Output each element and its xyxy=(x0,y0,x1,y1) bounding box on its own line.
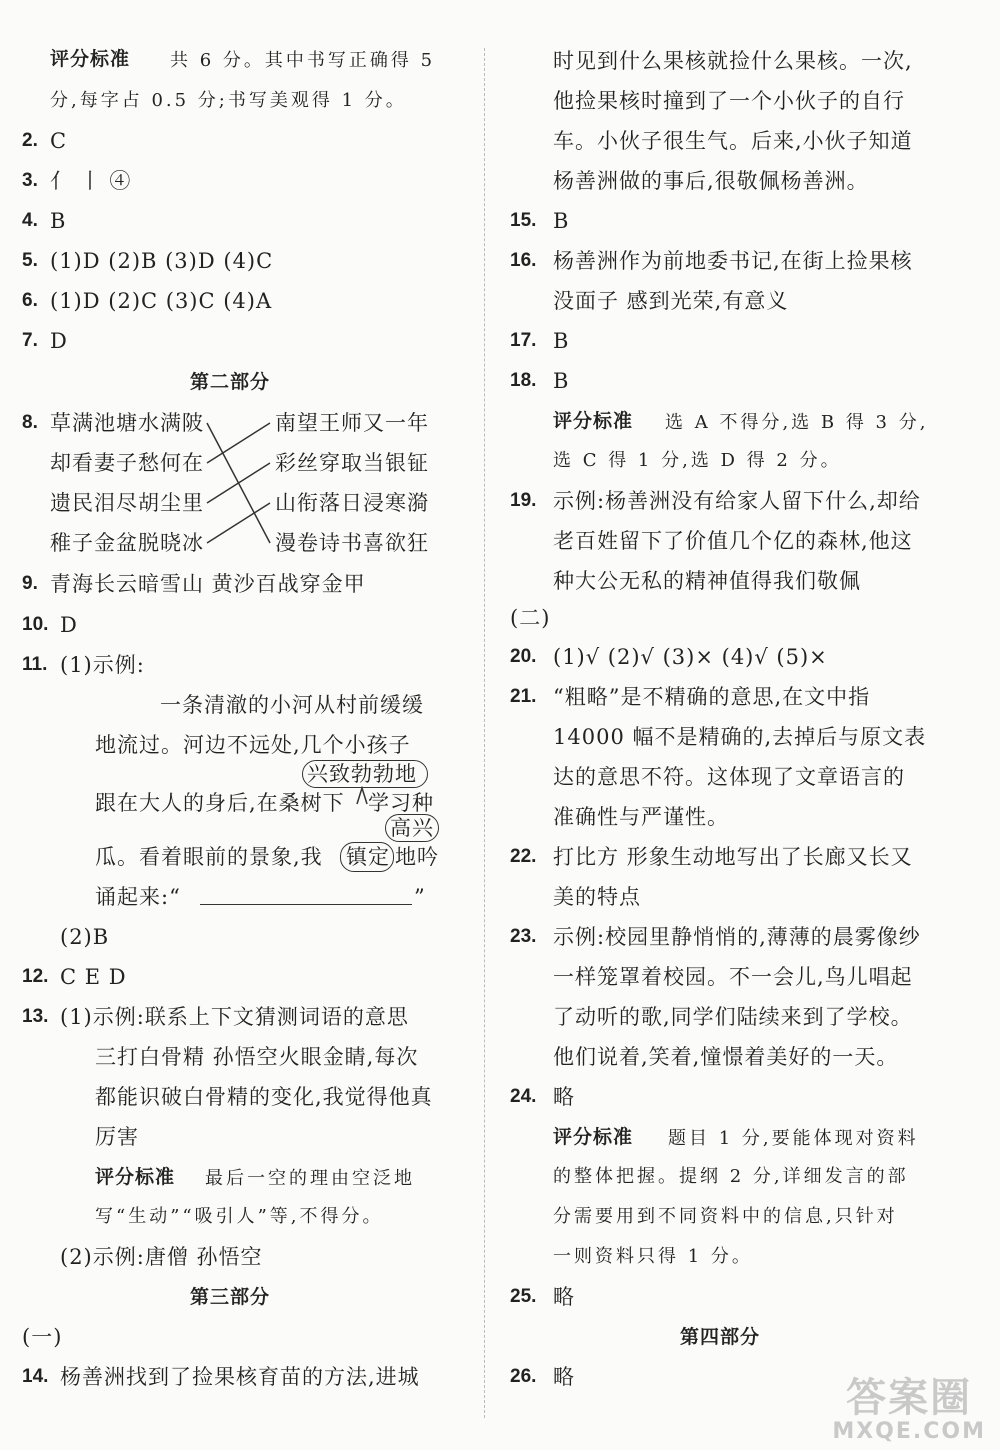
q10-number: 10. xyxy=(22,614,49,635)
q19-cont-1: 老百姓留下了价值几个亿的森林,他这 xyxy=(553,529,913,553)
q13-sub2: (2)示例:唐僧 孙悟空 xyxy=(60,1245,263,1269)
q18-answer: B xyxy=(553,369,570,393)
circle-mark xyxy=(340,842,394,872)
q11-sub2: (2)B xyxy=(60,925,110,949)
q6-number: 6. xyxy=(22,290,38,311)
q11-para-5b: ” xyxy=(414,885,426,909)
q11-para-4a: 瓜。看着眼前的景象,我 xyxy=(95,845,323,869)
score-label: 评分标准 xyxy=(553,1126,634,1148)
part3-title: 第三部分 xyxy=(190,1286,271,1308)
watermark xyxy=(832,1376,986,1444)
q25-answer: 略 xyxy=(553,1285,575,1309)
q26-number: 26. xyxy=(510,1366,537,1387)
q5-answer: (1)D (2)B (3)D (4)C xyxy=(50,249,274,273)
q15-answer: B xyxy=(553,209,570,233)
q22-cont: 美的特点 xyxy=(553,885,641,909)
q22-answer: 打比方 形象生动地写出了长廊又长又 xyxy=(553,845,913,869)
q8-left-1: 草满池塘水满陂 xyxy=(50,411,204,435)
q19-answer: 示例:杨善洲没有给家人留下什么,却给 xyxy=(553,489,921,513)
q8-left-3: 遗民泪尽胡尘里 xyxy=(50,491,204,515)
q23-answer: 示例:校园里静悄悄的,薄薄的晨雾像纱 xyxy=(553,925,921,949)
q9-number: 9. xyxy=(22,573,38,594)
q16-answer: 杨善洲作为前地委书记,在街上捡果核 xyxy=(553,249,913,273)
q11-para-1: 一条清澈的小河从村前缓缓 xyxy=(160,693,424,717)
q20-answer: (1)√ (2)√ (3)× (4)√ (5)× xyxy=(553,645,828,669)
score-text: 选 A 不得分,选 B 得 3 分, xyxy=(665,412,929,433)
q3-number: 3. xyxy=(22,170,38,191)
score-text-cont: 一则资料只得 1 分。 xyxy=(553,1246,753,1267)
q8-right-4: 漫卷诗书喜欲狂 xyxy=(275,531,429,555)
q13-line-3: 都能识破白骨精的变化,我觉得他真 xyxy=(95,1085,433,1109)
q11-para-3a: 跟在大人的身后,在桑树下 xyxy=(95,791,345,815)
section-2: (二) xyxy=(510,606,551,630)
q7-number: 7. xyxy=(22,330,38,351)
q8-left-4: 稚子金盆脱晓冰 xyxy=(50,531,204,555)
q21-answer: “粗略”是不精确的意思,在文中指 xyxy=(553,685,871,709)
q24-answer: 略 xyxy=(553,1085,575,1109)
part2-title: 第二部分 xyxy=(190,371,271,393)
score-text-cont: 选 C 得 1 分,选 D 得 2 分。 xyxy=(553,450,842,471)
q11-intro: (1)示例: xyxy=(60,653,145,677)
q9-answer: 青海长云暗雪山 黄沙百战穿金甲 xyxy=(50,572,366,596)
q21-cont-3: 准确性与严谨性。 xyxy=(553,805,729,829)
q14-answer: 杨善洲找到了捡果核育苗的方法,进城 xyxy=(60,1365,420,1389)
q17-answer: B xyxy=(553,329,570,353)
q11-insert-1: 兴致勃勃地 xyxy=(307,762,417,786)
q11-para-3b: 学习种 xyxy=(368,791,434,815)
watermark-url: MXQE.COM xyxy=(832,1419,986,1444)
score-label: 评分标准 xyxy=(553,410,634,432)
q11-circled-word: 镇定 xyxy=(346,845,390,869)
q23-cont-2: 了动听的歌,同学们陆续来到了学校。 xyxy=(553,1005,913,1029)
match-line xyxy=(207,423,270,463)
q15-number: 15. xyxy=(510,210,537,231)
q2-number: 2. xyxy=(22,130,38,151)
score-text-cont: 的整体把握。提纲 2 分,详细发言的部 xyxy=(553,1166,909,1187)
q20-number: 20. xyxy=(510,646,537,667)
answer-blank xyxy=(200,904,412,905)
watermark-logo: 答案圈 xyxy=(846,1375,973,1421)
q25-number: 25. xyxy=(510,1286,537,1307)
q21-cont-1: 14000 幅不是精确的,去掉后与原文表 xyxy=(553,725,927,749)
q10-answer: D xyxy=(60,613,78,637)
q16-number: 16. xyxy=(510,250,537,271)
q19-cont-2: 种大公无私的精神值得我们敬佩 xyxy=(553,569,861,593)
q23-cont-1: 一样笼罩着校园。不一会儿,鸟儿唱起 xyxy=(553,965,913,989)
q4-answer: B xyxy=(50,209,67,233)
q8-right-3: 山衔落日浸寒漪 xyxy=(275,491,429,515)
q11-number: 11. xyxy=(22,654,48,675)
q7-answer: D xyxy=(50,329,68,353)
q23-cont-3: 他们说着,笑着,憧憬着美好的一天。 xyxy=(553,1045,899,1069)
score-text: 题目 1 分,要能体现对资料 xyxy=(668,1128,919,1149)
q23-number: 23. xyxy=(510,926,537,947)
score-label: 评分标准 xyxy=(95,1166,176,1188)
q11-para-5a: 诵起来:“ xyxy=(95,885,181,909)
q8-left-2: 却看妻子愁何在 xyxy=(50,451,204,475)
part4-title: 第四部分 xyxy=(680,1326,761,1348)
q14-cont-1: 时见到什么果核就捡什么果核。一次, xyxy=(553,49,913,73)
score-text: 最后一空的理由空泛地 xyxy=(205,1168,415,1189)
q21-number: 21. xyxy=(510,686,537,707)
q3-answer: 亻 丨 ④ xyxy=(50,169,132,193)
q2-answer: C xyxy=(50,129,68,153)
score-text-cont: 分需要用到不同资料中的信息,只针对 xyxy=(553,1206,898,1227)
section-1: (一) xyxy=(22,1325,63,1349)
q8-right-1: 南望王师又一年 xyxy=(275,411,429,435)
q8-number: 8. xyxy=(22,412,38,433)
q19-number: 19. xyxy=(510,490,537,511)
q11-para-2: 地流过。河边不远处,几个小孩子 xyxy=(95,733,411,757)
score-text: 共 6 分。其中书写正确得 5 xyxy=(170,50,436,71)
q11-para-4b: 地吟 xyxy=(395,845,439,869)
q16-cont: 没面子 感到光荣,有意义 xyxy=(553,289,789,313)
q13-line-2: 三打白骨精 孙悟空火眼金睛,每次 xyxy=(95,1045,419,1069)
circle-mark xyxy=(302,760,428,788)
score-label: 评分标准 xyxy=(50,48,131,70)
q14-cont-4: 杨善洲做的事后,很敬佩杨善洲。 xyxy=(553,169,869,193)
q8-right-2: 彩丝穿取当银钲 xyxy=(275,451,429,475)
q24-number: 24. xyxy=(510,1086,537,1107)
q17-number: 17. xyxy=(510,330,537,351)
q14-number: 14. xyxy=(22,1366,49,1387)
q5-number: 5. xyxy=(22,250,38,271)
caret-mark xyxy=(355,786,369,806)
q13-line-4: 厉害 xyxy=(95,1125,139,1149)
q21-cont-2: 达的意思不符。这体现了文章语言的 xyxy=(553,765,905,789)
score-text-cont: 写“生动”“吸引人”等,不得分。 xyxy=(95,1206,384,1227)
q12-number: 12. xyxy=(22,966,49,987)
circle-mark xyxy=(385,814,439,842)
q22-number: 22. xyxy=(510,846,537,867)
score-text-cont: 分,每字占 0.5 分;书写美观得 1 分。 xyxy=(50,90,407,111)
match-line xyxy=(207,503,270,543)
q11-insert-2: 高兴 xyxy=(390,816,434,840)
q14-cont-2: 他捡果核时撞到了一个小伙子的自行 xyxy=(553,89,905,113)
q14-cont-3: 车。小伙子很生气。后来,小伙子知道 xyxy=(553,129,913,153)
q26-answer: 略 xyxy=(553,1365,575,1389)
q4-number: 4. xyxy=(22,210,38,231)
q12-answer: C E D xyxy=(60,965,127,989)
match-line xyxy=(207,463,270,503)
q13-line-1: (1)示例:联系上下文猜测词语的意思 xyxy=(60,1005,409,1029)
q13-number: 13. xyxy=(22,1006,49,1027)
q18-number: 18. xyxy=(510,370,537,391)
q6-answer: (1)D (2)C (3)C (4)A xyxy=(50,289,273,313)
